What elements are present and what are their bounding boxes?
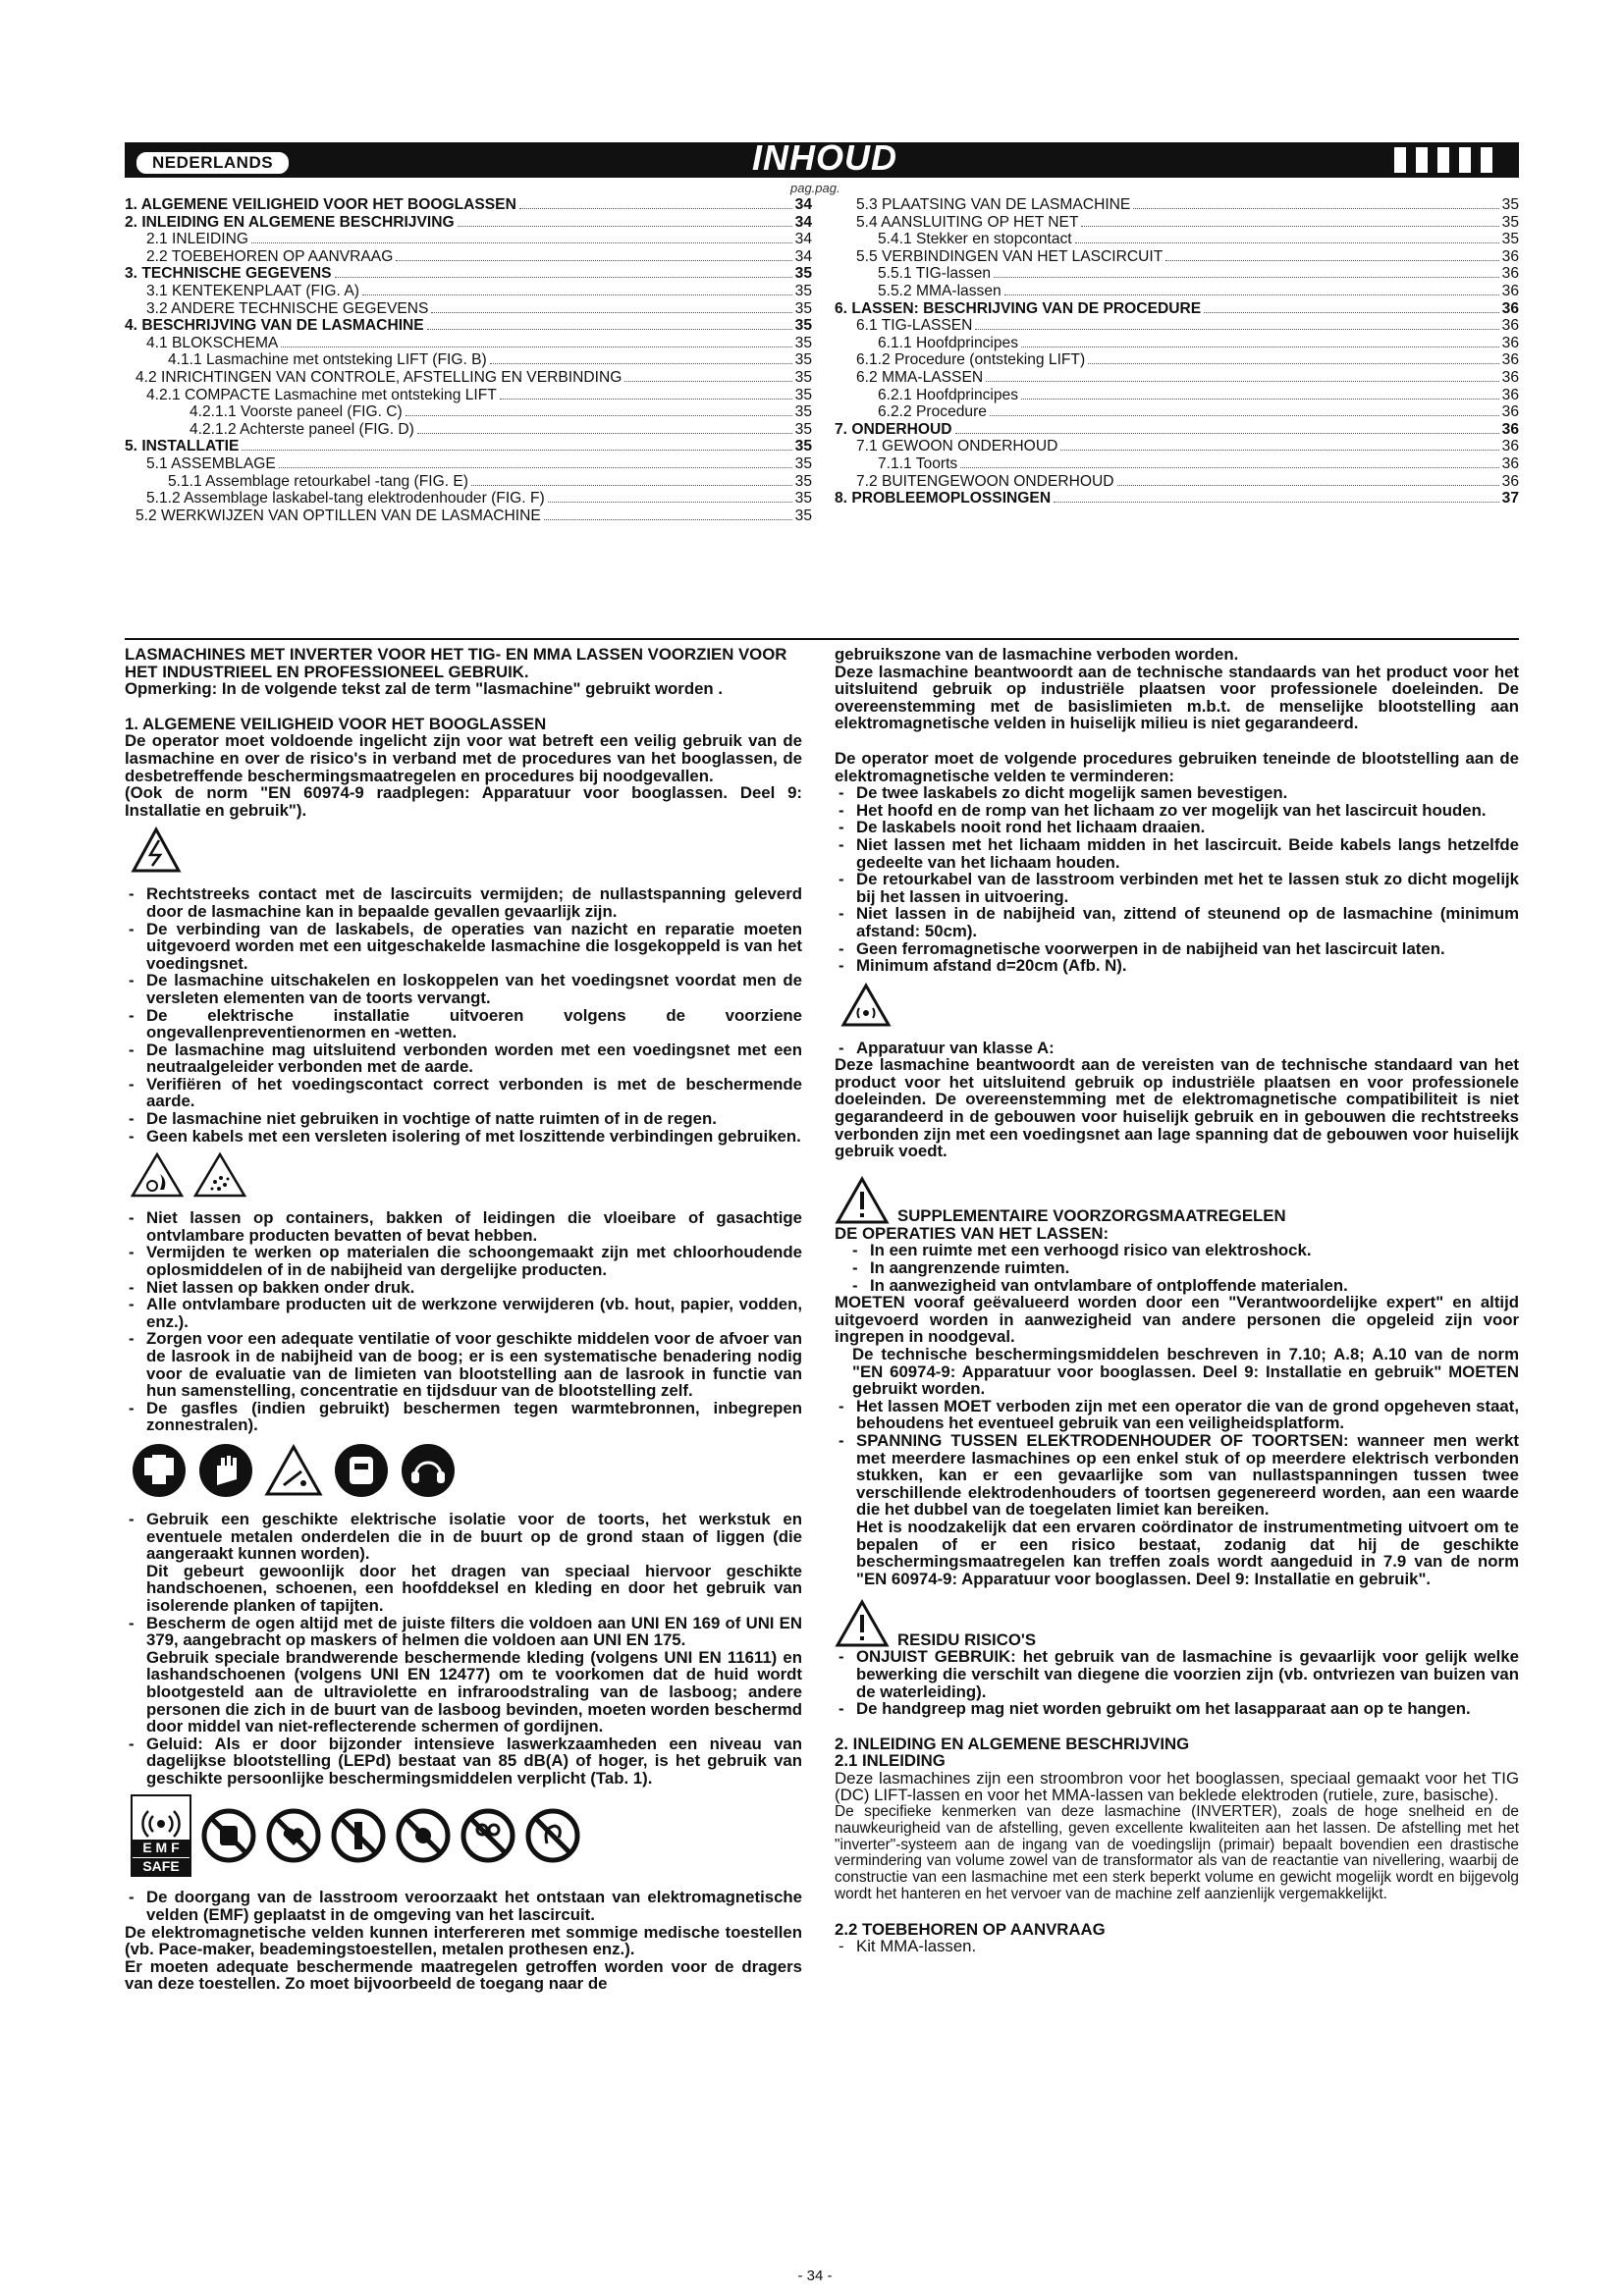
toc-entry-label: 5.1.1 Assemblage retourkabel -tang (FIG. E) [168, 472, 468, 490]
toc-leader-dots [1075, 242, 1499, 243]
toc-entry [125, 265, 812, 283]
toc-entry [125, 231, 812, 248]
toc-leader-dots [1021, 399, 1499, 400]
toc-entry-page: 34 [794, 247, 812, 265]
no-hearing-aid-icon [525, 1808, 580, 1863]
toc-entry [835, 335, 1519, 352]
toc-entry-page: 35 [794, 438, 812, 455]
toc-entry [835, 473, 1519, 491]
ppe-item-3: - Geluid: Als er door bijzonder intensieve laswerkzaamheden een niveau van dagelijkse blootstelling (LEPd) bestaat van 85 dB(A) of hoger, is het gebruik van geschikte persoonlijke beschermingsmiddelen verplicht (Tab. 1). [125, 1735, 802, 1788]
toc-entry [125, 351, 812, 369]
list-item: - Vermijden te werken op materialen die schoongemaakt zijn met chloorhoudende oplosmiddelen of in de nabijheid van dergelijke producten. [125, 1244, 802, 1278]
toc-leader-dots [960, 467, 1498, 468]
toc-entry [835, 455, 1519, 473]
intro-heading: LASMACHINES MET INVERTER VOOR HET TIG- EN MMA LASSEN VOORZIEN VOOR HET INDUSTRIEEL EN PROFESSIONEEL GEBRUIK. [125, 645, 787, 681]
toc-entry-page: 35 [1501, 213, 1519, 231]
no-metal-implant-icon [331, 1808, 386, 1863]
toc-leader-dots [417, 433, 792, 434]
toc-leader-dots [975, 329, 1498, 330]
toc-entry-label: 4.2.1 COMPACTE Lasmachine met ontsteking LIFT [146, 386, 497, 403]
fire-safety-list [125, 1209, 802, 1434]
toc-entry-page: 35 [794, 334, 812, 351]
toc-entry [125, 403, 812, 421]
toc-entry [835, 283, 1519, 300]
toc-entry [125, 300, 812, 318]
list-item: - Het hoofd en de romp van het lichaam zo ver mogelijk van het lascircuit houden. [835, 802, 1519, 820]
emf-continuation: gebruikszone van de lasmachine verboden worden. [835, 645, 1239, 664]
toc-entry-page: 34 [794, 196, 812, 213]
list-item: - Verifiëren of het voedingscontact correct verbonden is met de beschermende aarde. [125, 1076, 802, 1110]
toc-entry-page: 36 [1501, 265, 1519, 283]
toc-entry [125, 248, 812, 266]
toc-entry [835, 387, 1519, 404]
section-2-title: 2. INLEIDING EN ALGEMENE BESCHRIJVING [835, 1734, 1190, 1753]
toc-leader-dots [362, 294, 792, 295]
toc-entry-page: 36 [1501, 472, 1519, 490]
section-1-title: 1. ALGEMENE VEILIGHEID VOOR HET BOOGLASSEN [125, 714, 547, 733]
supplementary-item-2: - SPANNING TUSSEN ELEKTRODENHOUDER OF TOORTSEN: wanneer men werkt met meerdere lasmachines op een enkel stuk of op meerdere elektrisch verbonden stukken, kan er een gevaarlijke som van nullastspanningen tussen twee verschillende elektrodenhouders of toortsen gegenereerd worden, aan een waarde die het dubbel van de toegelaten limiet kan bereiken. Het is noodzakelijk dat een ervaren coördinator de instrumentmeting uitvoert om te bepalen of er een risico bestaat, zodanig dat hij de geschikte beschermingsmaatregelen kan treffen zoals wordt aangeduid in 7.9 van de norm "EN 60974-9: Apparatuur voor booglassen. Deel 9: Installatie en gebruik". [835, 1432, 1519, 1587]
toc-leader-dots [1117, 485, 1499, 486]
section-1-norm-note: (Ook de norm "EN 60974-9 raadplegen: Apparatuur voor booglassen. Deel 9: Installatie en gebruik"). [125, 783, 802, 820]
accessory-item: - Kit MMA-lassen. [835, 1938, 1519, 1955]
toc-leader-dots [548, 502, 792, 503]
residual-title: RESIDU RISICO'S [897, 1629, 1037, 1649]
toc-entry-label: 8. PROBLEEMOPLOSSINGEN [835, 490, 1052, 507]
section-2-1-paragraph-2: De specifieke kenmerken van deze lasmachine (INVERTER), zoals de hoge snelheid en de nauwkeurigheid van de afstelling, geven excellente kwaliteiten aan het lassen. De afstelling met het "inverter"-systeem aan de ingang van de voedingslijn (primair) bepaalt bovendien een drastische vermindering van volume zowel van de transformator als van de reactantie van nivellering, waarbij de constructie van een lasmachine met een sterk beperkt volume en gewicht mogelijk wordt en bijgevolg wordt het hanteren en het vervoer van de machine zelf aanzienlijk vergemakkelijkt. [835, 1803, 1519, 1903]
toc-entry-label: 5.5.1 TIG-lassen [878, 265, 991, 283]
toc-entry-label: 4. BESCHRIJVING VAN DE LASMACHINE [125, 317, 424, 335]
emf-paragraph-3: Deze lasmachine beantwoordt aan de technische standaards van het product voor het uitsluitend gebruik op industriële plaatsen voor professionele doeleinden. De overeenstemming met de basislimieten m.b.t. de menselijke blootstelling aan elektromagnetische velden in huiselijk milieu is niet gegarandeerd. [835, 662, 1519, 733]
toc-entry-label: 4.1.1 Lasmachine met ontsteking LIFT (FIG. B) [168, 351, 487, 369]
toc-entry-page: 36 [1501, 438, 1519, 455]
toc-leader-dots [1081, 226, 1498, 227]
toc-entry [835, 300, 1519, 318]
list-item: - Niet lassen op bakken onder druk. [125, 1279, 802, 1297]
toc-entry-label: 5.5.2 MMA-lassen [878, 282, 1001, 299]
ear-protection-icon [400, 1442, 457, 1499]
toc-leader-dots [1004, 294, 1499, 295]
list-item: - Minimum afstand d=20cm (Afb. N). [835, 957, 1519, 975]
toc-entry [125, 317, 812, 335]
toc-entry-page: 35 [794, 317, 812, 335]
emf-paragraph-4: De operator moet de volgende procedures gebruiken teneinde de blootstelling aan de elektromagnetische velden te verminderen: [835, 748, 1519, 785]
list-item: - De lasmachine niet gebruiken in vochtige of natte ruimten of in de regen. [125, 1110, 802, 1128]
list-item: - Geen kabels met een versleten isolering of met loszittende verbindingen gebruiken. [125, 1128, 802, 1146]
class-a-paragraph: Deze lasmachine beantwoordt aan de vereisten van de technische standaard van het product voor het uitsluitend gebruik op industriële plaatsen en voor professionele doeleinden. De overeenstemming met de elektromagnetische compatibiliteit is niet gegarandeerd in de gebouwen voor huiselijk gebruik en in gebouwen die rechtstreeks verbonden zijn met een voedingsnet aan lage spanning dat de gebouwen voor huiselijk gebruik voedt. [835, 1055, 1519, 1161]
list-item: - Geen ferromagnetische voorwerpen in de nabijheid van het lascircuit laten. [835, 940, 1519, 958]
toc-entry [835, 421, 1519, 439]
toc-entry-label: 5.3 PLAATSING VAN DE LASMACHINE [856, 196, 1131, 213]
no-tools-icon [460, 1808, 515, 1863]
toc-entry-label: 7. ONDERHOUD [835, 420, 952, 438]
toc-leader-dots [431, 312, 791, 313]
toc-entry-label: 4.2.1.2 Achterste paneel (FIG. D) [189, 420, 414, 438]
ppe-list [125, 1511, 802, 1788]
ppe-icons [131, 1442, 802, 1499]
list-item: - Niet lassen in de nabijheid van, zittend of steunend op de lasmachine (minimum afstand: 50cm). [835, 905, 1519, 939]
toc-entry-label: 7.1.1 Toorts [878, 454, 958, 472]
section-2-2-title: 2.2 TOEBEHOREN OP AANVRAAG [835, 1919, 1106, 1939]
toc-entry [125, 335, 812, 352]
toc-entry [835, 248, 1519, 266]
toc-entry-label: 5.1.2 Assemblage laskabel-tang elektrodenhouder (FIG. F) [146, 490, 545, 507]
toc-entry [835, 214, 1519, 232]
emf-label: E M F [133, 1840, 189, 1857]
toc-entry [125, 455, 812, 473]
toc-entry [125, 196, 812, 214]
list-item: - De twee laskabels zo dicht mogelijk samen bevestigen. [835, 784, 1519, 802]
supplementary-paragraph-2: De technische beschermingsmiddelen beschreven in 7.10; A.8; A.10 van de norm "EN 60974-9: Apparatuur voor booglassen. Deel 9: Installatie en gebruik" MOETEN gebruikt worden. [852, 1345, 1519, 1399]
toc-leader-dots [990, 415, 1499, 416]
toc-entry-page: 35 [794, 490, 812, 507]
toc-entry [125, 490, 812, 507]
toc-leader-dots [335, 277, 792, 278]
toc-entry-label: 2.2 TOEBEHOREN OP AANVRAAG [146, 247, 394, 265]
toc-entry-page: 36 [1501, 334, 1519, 351]
section-1-paragraph: De operator moet voldoende ingelicht zijn voor wat betreft een veilig gebruik van de lasmachine en over de risico's in verband met de procedures van het booglassen, de desbetreffende beschermingsmaatregelen en procedures bij noodgevallen. [125, 731, 802, 785]
toc-leader-dots [471, 485, 792, 486]
emf-warning-icon [840, 983, 892, 1028]
toc-entry-label: 6.1.1 Hoofdprincipes [878, 334, 1019, 351]
toc-leader-dots [1060, 450, 1498, 451]
toc-entry-label: 5. INSTALLATIE [125, 438, 240, 455]
fumes-hazard-icon [193, 1152, 246, 1198]
list-item: - De verbinding van de laskabels, de operaties van nazicht en reparatie moeten uitgevoerd worden met een uitgeschakelde lasmachine die losgekoppeld is van het voedingsnet. [125, 921, 802, 973]
list-item: - De laskabels nooit rond het lichaam draaien. [835, 819, 1519, 836]
toc-entry-label: 4.2 INRICHTINGEN VAN CONTROLE, AFSTELLING EN VERBINDING [135, 368, 623, 386]
list-item: - Zorgen voor een adequate ventilatie of voor geschikte middelen voor de afvoer van de lasrook in de nabijheid van de boog; er is een systematische benadering nodig voor de evaluatie van de limieten van blootstelling aan de lasrook in functie van hun samenstelling, concentratie en tijdsduur van de blootstelling zelf. [125, 1330, 802, 1399]
toc-entry-label: 5.1 ASSEMBLAGE [146, 454, 276, 472]
toc-entry [125, 438, 812, 455]
toc-entry-label: 3.1 KENTEKENPLAAT (FIG. A) [146, 282, 359, 299]
list-item: - De lasmachine mag uitsluitend verbonden worden met een voedingsnet met een neutraalgeleider verbonden met de aarde. [125, 1041, 802, 1076]
toc-entry [835, 317, 1519, 335]
face-shield-icon [333, 1442, 390, 1499]
toc-entry [835, 490, 1519, 507]
warning-triangle-icon [835, 1599, 890, 1648]
toc-leader-dots [544, 519, 792, 520]
toc-entry-page: 36 [1501, 299, 1519, 317]
toc-entry-page: 35 [794, 420, 812, 438]
toc-entry-label: 7.2 BUITENGEWOON ONDERHOUD [856, 472, 1114, 490]
toc-leader-dots [519, 208, 792, 209]
class-a-list [835, 1040, 1519, 1057]
toc-entry-page: 35 [1501, 231, 1519, 248]
toc-entry-page: 36 [1501, 317, 1519, 335]
toc-entry-label: 3. TECHNISCHE GEGEVENS [125, 265, 332, 283]
toc-leader-dots [500, 399, 792, 400]
supplementary-paragraph-1: MOETEN vooraf geëvalueerd worden door een "Verantwoordelijke expert" en altijd uitgevoerd worden in aanwezigheid van andere personen die opgeleid zijn voor ingrepen in noodgeval. [835, 1293, 1519, 1347]
emf-list-left [125, 1889, 802, 1923]
toc-entry-label: 6.1.2 Procedure (ontsteking LIFT) [856, 351, 1086, 369]
toc-leader-dots [396, 260, 791, 261]
toc-entry [125, 369, 812, 387]
toc-entry-page: 35 [794, 368, 812, 386]
toc-leader-dots [1165, 260, 1498, 261]
warning-triangle-icon [835, 1176, 890, 1225]
list-item: - De elektrische installatie uitvoeren volgens de voorziene ongevallenpreventienormen en -wetten. [125, 1007, 802, 1041]
toc-entry-label: 6.2.2 Procedure [878, 403, 987, 421]
supplementary-title: SUPPLEMENTAIRE VOORZORGSMAATREGELEN [897, 1206, 1286, 1226]
no-heart-device-icon [266, 1808, 321, 1863]
pag-label: pag.pag. [790, 181, 840, 195]
residual-heading-row [835, 1599, 1519, 1648]
toc-leader-dots [427, 329, 792, 330]
toc-leader-dots [986, 381, 1499, 382]
list-item: - Niet lassen op containers, bakken of leidingen die vloeibare of gasachtige ontvlambare producten bevatten of bevat hebben. [125, 1209, 802, 1244]
no-pacemaker-icon [201, 1808, 256, 1863]
section-2-1-paragraph-1: Deze lasmachines zijn een stroombron voor het booglassen, speciaal gemaakt voor het TIG (DC) LIFT-lassen en voor het MMA-lassen van beklede elektroden (rutiele, zure, basische). [835, 1768, 1519, 1805]
toc-entry-label: 1. ALGEMENE VEILIGHEID VOOR HET BOOGLASSEN [125, 196, 516, 213]
toc-entry-page: 36 [1501, 368, 1519, 386]
list-item: - Rechtstreeks contact met de lascircuits vermijden; de nullastspanning geleverd door de lasmachine kan in bepaalde gevallen gevaarlijk zijn. [125, 885, 802, 920]
toc-entry [125, 473, 812, 491]
toc-entry-page: 37 [1501, 490, 1519, 507]
welding-hazard-icon [264, 1444, 323, 1497]
toc-entry-label: 6.2 MMA-LASSEN [856, 368, 984, 386]
ppe-item-2: - Bescherm de ogen altijd met de juiste filters die voldoen aan UNI EN 169 of UNI EN 379, aangebracht op maskers of helmen die voldoen aan UNI EN 175. Gebruik speciale brandwerende beschermende kleding (volgens UNI EN 11611) en lashandschoenen (volgens UNI EN 12477) om te voorkomen dat de huid wordt blootgesteld aan de ultraviolette en infraroodstraling van de lasboog; andere personen die zich in de buurt van de lasboog bevinden, moeten worden beschermd door middel van niet-reflecterende schermen of gordijnen. [125, 1615, 802, 1735]
toc-entry [125, 387, 812, 404]
toc-entry-page: 35 [794, 403, 812, 421]
toc-leader-dots [279, 467, 792, 468]
no-watch-icon [396, 1808, 451, 1863]
electric-safety-list [125, 885, 802, 1145]
toc-entry-page: 35 [794, 472, 812, 490]
toc-entry-label: 3.2 ANDERE TECHNISCHE GEGEVENS [146, 299, 429, 317]
toc-leader-dots [242, 450, 791, 451]
toc-entry [125, 214, 812, 232]
supplementary-subtitle: DE OPERATIES VAN HET LASSEN: [835, 1223, 1110, 1243]
toc-entry [125, 507, 812, 525]
toc-entry-label: 2. INLEIDING EN ALGEMENE BESCHRIJVING [125, 213, 455, 231]
list-item: - In een ruimte met een verhoogd risico van elektroshock. [835, 1242, 1519, 1259]
toc-entry-page: 36 [1501, 386, 1519, 403]
toc-leader-dots [490, 363, 792, 364]
emf-safe-badge [131, 1794, 191, 1877]
toc-entry-page: 36 [1501, 403, 1519, 421]
emf-icons [131, 1794, 802, 1877]
toc-entry-page: 36 [1501, 247, 1519, 265]
electric-hazard-icons [131, 827, 802, 874]
toc-leader-dots [624, 381, 791, 382]
section-2-1-title: 2.1 INLEIDING [835, 1751, 946, 1771]
toc-entry [835, 196, 1519, 214]
toc-entry [835, 438, 1519, 455]
toc-leader-dots [1088, 363, 1498, 364]
supplementary-item-1: - Het lassen MOET verboden zijn met een operator die van de grond opgeheven staat, behoudens het eventueel gebruik van een veiligheidsplatform. [835, 1398, 1519, 1432]
list-item: - Alle ontvlambare producten uit de werkzone verwijderen (vb. hout, papier, vodden, enz.). [125, 1296, 802, 1330]
toc-entry [125, 421, 812, 439]
language-badge: NEDERLANDS [135, 150, 291, 176]
section-divider [125, 638, 1519, 640]
supplementary-list [835, 1242, 1519, 1294]
toc-entry-label: 6.2.1 Hoofdprincipes [878, 386, 1019, 403]
toc-entry-label: 5.4.1 Stekker en stopcontact [878, 231, 1072, 248]
list-item: - De gasfles (indien gebruikt) beschermen tegen warmtebronnen, inbegrepen zonnestralen). [125, 1400, 802, 1434]
toc-entry-label: 5.2 WERKWIJZEN VAN OPTILLEN VAN DE LASMACHINE [135, 507, 541, 524]
toc-entry-label: 6. LASSEN: BESCHRIJVING VAN DE PROCEDURE [835, 299, 1202, 317]
electric-hazard-icon [131, 827, 182, 874]
class-a-item: - Apparatuur van klasse A: [835, 1040, 1519, 1057]
toc-entry-label: 4.2.1.1 Voorste paneel (FIG. C) [189, 403, 403, 421]
toc-leader-dots [458, 226, 792, 227]
toc-entry-page: 35 [794, 299, 812, 317]
list-item: - In aanwezigheid van ontvlambare of ontploffende materialen. [835, 1277, 1519, 1295]
toc-entry-page: 35 [1501, 196, 1519, 213]
toc-entry [125, 283, 812, 300]
toc-entry [835, 403, 1519, 421]
toc-entry-page: 34 [794, 231, 812, 248]
emf-procedure-list [835, 784, 1519, 975]
toc-entry-label: 5.4 AANSLUITING OP HET NET [856, 213, 1079, 231]
toc-entry [835, 265, 1519, 283]
toc-leader-dots [1204, 312, 1498, 313]
toc-left-column [125, 196, 812, 524]
toc-leader-dots [1054, 502, 1499, 503]
toc-entry-page: 35 [794, 507, 812, 524]
residual-risks-list [835, 1648, 1519, 1717]
toc-entry-page: 35 [794, 386, 812, 403]
toc-entry-label: 6.1 TIG-LASSEN [856, 317, 973, 335]
toc-entry-page: 34 [794, 213, 812, 231]
toc-entry-page: 35 [794, 351, 812, 369]
toc-leader-dots [994, 277, 1499, 278]
list-item: - Niet lassen met het lichaam midden in het lascircuit. Beide kabels langs hetzelfde gedeelte van het lichaam houden. [835, 836, 1519, 871]
toc-entry-page: 36 [1501, 420, 1519, 438]
page-number: - 34 - [797, 2268, 833, 2284]
emf-item: - De doorgang van de lasstroom veroorzaakt het ontstaan van elektromagnetische velden (EMF) geplaatst in de omgeving van het lascircuit. [125, 1889, 802, 1923]
toc-entry-label: 2.1 INLEIDING [146, 231, 248, 248]
left-text-column [125, 646, 802, 1993]
safe-label: SAFE [133, 1857, 189, 1876]
toc-entry-label: 4.1 BLOKSCHEMA [146, 334, 279, 351]
emf-paragraph-2: Er moeten adequate beschermende maatregelen getroffen worden voor de dragers van deze toestellen. Zo moet bijvoorbeeld de toegang naar de [125, 1956, 802, 1994]
fire-hazard-icons [131, 1152, 802, 1198]
toc-entry-label: 7.1 GEWOON ONDERHOUD [856, 438, 1058, 455]
toc-entry [835, 369, 1519, 387]
header-stripes [1394, 147, 1492, 173]
list-item: - ONJUIST GEBRUIK: het gebruik van de lasmachine is gevaarlijk voor gelijk welke bewerking die verschilt van diegene die voorzien zijn (vb. ontvriezen van buizen van de waterleiding). [835, 1648, 1519, 1700]
ppe-item-1: - Gebruik een geschikte elektrische isolatie voor de toorts, het werkstuk en eventuele metalen onderdelen die in de buurt op de grond staan of liggen (die aangeraakt kunnen worden). Dit gebeurt gewoonlijk door het dragen van speciaal hiervoor geschikte handschoenen, schoenen, een hoofddeksel en kleding en door het gebruik van isolerende planken of tapijten. [125, 1511, 802, 1615]
toc-entry [835, 231, 1519, 248]
right-text-column [835, 646, 1519, 1955]
toc-entry-label: 5.5 VERBINDINGEN VAN HET LASCIRCUIT [856, 247, 1164, 265]
toc-entry [835, 351, 1519, 369]
flammable-hazard-icon [131, 1152, 184, 1198]
toc-leader-dots [251, 242, 792, 243]
toc-entry-page: 35 [794, 265, 812, 283]
list-item: - De lasmachine uitschakelen en loskoppelen van het voedingsnet voordat men de versleten elementen van de toorts vervangt. [125, 972, 802, 1006]
emf-paragraph-1: De elektromagnetische velden kunnen interfereren met sommige medische toestellen (vb. Pace-maker, beademingstoestellen, metalen prothesen enz.). [125, 1922, 802, 1959]
list-item: - In aangrenzende ruimten. [835, 1259, 1519, 1277]
toc-entry-page: 35 [794, 282, 812, 299]
toc-entry-page: 35 [794, 454, 812, 472]
accessories-list [835, 1938, 1519, 1955]
toc-entry-page: 36 [1501, 282, 1519, 299]
toc-leader-dots [1133, 208, 1498, 209]
toc-leader-dots [406, 415, 792, 416]
toc-right-column [835, 196, 1519, 507]
gloves-icon [197, 1442, 254, 1499]
list-item: - De retourkabel van de lasstroom verbinden met het te lassen stuk zo dicht mogelijk bij het lassen in uitvoering. [835, 871, 1519, 905]
page-title: INHOUD [752, 137, 897, 178]
emf-warning-icons [840, 983, 1519, 1028]
list-item: - De handgreep mag niet worden gebruikt om het lasapparaat aan op te hangen. [835, 1700, 1519, 1718]
supplementary-list-2 [835, 1398, 1519, 1588]
supplementary-heading-row [835, 1176, 1519, 1225]
protective-suit-icon [131, 1442, 188, 1499]
intro-note: Opmerking: In de volgende tekst zal de term "lasmachine" gebruikt worden . [125, 679, 723, 699]
toc-leader-dots [955, 433, 1499, 434]
radiation-waves-icon [139, 1806, 183, 1840]
toc-entry-page: 36 [1501, 351, 1519, 369]
toc-entry-page: 36 [1501, 454, 1519, 472]
